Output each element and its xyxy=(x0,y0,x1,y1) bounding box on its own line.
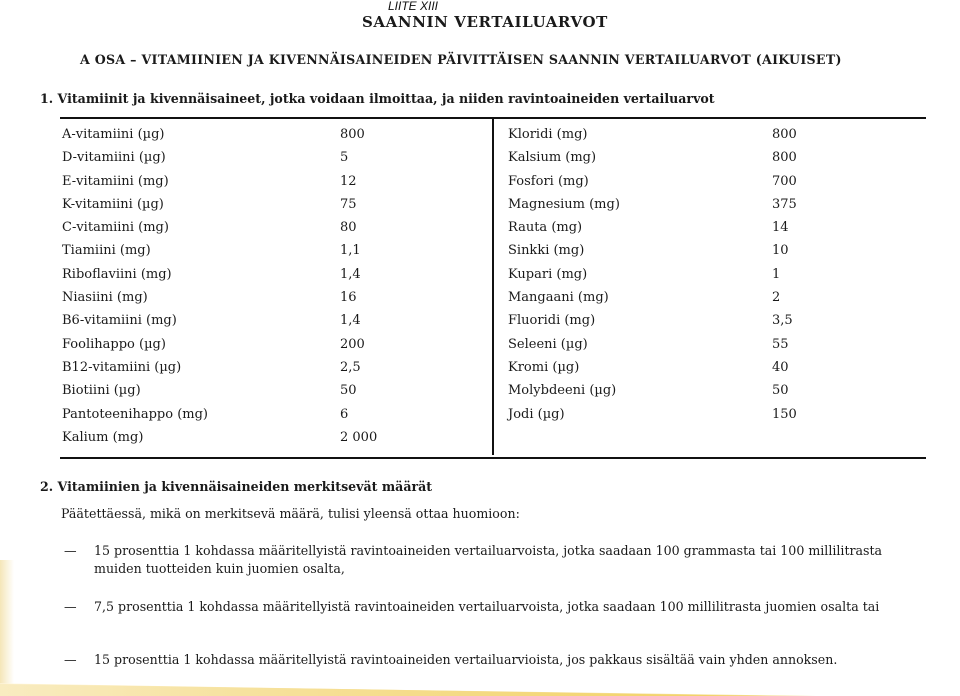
dash-bullet: — xyxy=(64,652,77,667)
nutrient-value: 700 xyxy=(772,173,797,189)
list-item xyxy=(64,651,928,669)
nutrient-value: 14 xyxy=(772,220,789,236)
nutrient-name: Tiamiini (mg) xyxy=(62,243,151,259)
list-item-text: 7,5 prosenttia 1 kohdassa määritellyistä ravintoaineiden vertailuarvoista, jotka saadaan 100 millilitrasta juomien osalta tai xyxy=(94,599,880,614)
dash-bullet: — xyxy=(64,599,77,614)
table-row xyxy=(62,239,482,262)
section-2-intro: Päätettäessä, mikä on merkitsevä määrä, tulisi yleensä ottaa huomioon: xyxy=(61,506,520,521)
nutrient-value: 1,4 xyxy=(340,313,361,329)
table-row xyxy=(508,216,918,239)
nutrient-value: 6 xyxy=(340,406,349,422)
nutrient-name: Magnesium (mg) xyxy=(508,196,620,212)
nutrient-name: Molybdeeni (µg) xyxy=(508,383,617,399)
nutrient-value: 1 xyxy=(772,266,781,282)
table-row xyxy=(62,146,482,169)
nutrient-name: Seleeni (µg) xyxy=(508,336,588,352)
nutrient-name: Biotiini (µg) xyxy=(62,383,141,399)
nutrient-value: 10 xyxy=(772,243,789,259)
nutrient-value: 375 xyxy=(772,196,797,212)
table-row xyxy=(62,286,482,309)
table-row xyxy=(62,379,482,402)
table-row xyxy=(508,263,918,286)
table-row xyxy=(62,309,482,332)
table-row xyxy=(508,146,918,169)
table-row xyxy=(508,309,918,332)
nutrient-value: 800 xyxy=(772,150,797,166)
nutrient-name: Sinkki (mg) xyxy=(508,243,585,259)
nutrient-value: 75 xyxy=(340,196,357,212)
table-row xyxy=(508,403,918,426)
table-row xyxy=(62,263,482,286)
table-row xyxy=(508,170,918,193)
nutrient-value: 55 xyxy=(772,336,789,352)
table-row xyxy=(62,170,482,193)
nutrient-value: 50 xyxy=(340,383,357,399)
section-2-heading: 2. Vitamiinien ja kivennäisaineiden merkitsevät määrät xyxy=(40,479,433,494)
table-row xyxy=(508,379,918,402)
nutrient-value: 2 xyxy=(772,290,781,306)
nutrient-name: B6-vitamiini (mg) xyxy=(62,313,177,329)
nutrient-name: Kloridi (mg) xyxy=(508,127,588,142)
nutrient-name: D-vitamiini (µg) xyxy=(62,150,166,166)
nutrient-name: C-vitamiini (mg) xyxy=(62,220,169,236)
nutrient-value: 50 xyxy=(772,383,789,399)
nutrient-name: Kupari (mg) xyxy=(508,266,588,282)
page-label: LIITE XIII xyxy=(388,0,439,13)
table-row xyxy=(508,333,918,356)
nutrient-value: 2,5 xyxy=(340,359,361,375)
nutrient-value: 1,4 xyxy=(340,266,361,282)
document-subtitle: A OSA – VITAMIINIEN JA KIVENNÄISAINEIDEN PÄIVITTÄISEN SAANNIN VERTAILUARVOT (AIKUISET) xyxy=(80,52,842,67)
nutrient-name: Mangaani (mg) xyxy=(508,290,609,306)
nutrient-name: Niasiini (mg) xyxy=(62,290,148,306)
nutrient-name: B12-vitamiini (µg) xyxy=(62,359,182,375)
nutrient-value: 80 xyxy=(340,220,357,236)
document-title: SAANNIN VERTAILUARVOT xyxy=(362,13,608,31)
nutrient-value: 800 xyxy=(772,127,797,142)
nutrient-name: Foolihappo (µg) xyxy=(62,336,166,352)
nutrient-name: Pantoteenihappo (mg) xyxy=(62,406,208,422)
nutrient-name: Jodi (µg) xyxy=(508,406,565,422)
nutrient-name: Kalsium (mg) xyxy=(508,150,597,166)
nutrient-value: 12 xyxy=(340,173,357,189)
nutrient-name: K-vitamiini (µg) xyxy=(62,196,164,212)
table-row xyxy=(62,216,482,239)
table-row xyxy=(508,286,918,309)
nutrient-name: A-vitamiini (µg) xyxy=(62,127,165,142)
nutrient-name: Kalium (mg) xyxy=(62,429,144,445)
dash-bullet: — xyxy=(64,543,77,558)
nutrient-name: Rauta (mg) xyxy=(508,220,583,236)
nutrient-name: Kromi (µg) xyxy=(508,359,580,375)
nutrient-value: 800 xyxy=(340,127,365,142)
table-row xyxy=(508,193,918,216)
table-row xyxy=(62,356,482,379)
nutrient-value: 40 xyxy=(772,359,789,375)
nutrient-name: Fluoridi (mg) xyxy=(508,313,596,329)
nutrient-value: 1,1 xyxy=(340,243,361,259)
list-item-text: 15 prosenttia 1 kohdassa määritellyistä ravintoaineiden vertailuarvioista, jos pakkaus sisältää vain yhden annoksen. xyxy=(94,652,838,667)
table-row xyxy=(62,333,482,356)
nutrient-name: Riboflaviini (mg) xyxy=(62,266,172,282)
table-row xyxy=(62,403,482,426)
table-row xyxy=(508,123,918,146)
section-1-heading: 1. Vitamiinit ja kivennäisaineet, jotka voidaan ilmoittaa, ja niiden ravintoaineiden vertailuarvot xyxy=(40,91,715,106)
table-row xyxy=(508,356,918,379)
list-item xyxy=(64,542,928,578)
list-item-text: 15 prosenttia 1 kohdassa määritellyistä ravintoaineiden vertailuarvoista, jotka saadaan 100 grammasta tai 100 millilitrasta muiden tuotteiden kuin juomien osalta, xyxy=(94,543,883,576)
table-row xyxy=(62,123,482,146)
nutrient-value: 2 000 xyxy=(340,429,378,445)
vitamins-column xyxy=(62,123,482,449)
nutrient-value: 16 xyxy=(340,290,357,306)
nutrient-name: E-vitamiini (mg) xyxy=(62,173,169,189)
nutrient-value: 150 xyxy=(772,406,797,422)
table-row xyxy=(62,193,482,216)
nutrient-value: 3,5 xyxy=(772,313,793,329)
nutrient-name: Fosfori (mg) xyxy=(508,173,589,189)
minerals-column xyxy=(508,123,918,426)
decorative-side-gradient xyxy=(0,560,14,696)
table-row xyxy=(62,426,482,449)
table-row xyxy=(508,239,918,262)
list-item xyxy=(64,598,928,616)
table-column-divider xyxy=(492,117,494,455)
nutrient-value: 5 xyxy=(340,150,349,166)
nutrient-value: 200 xyxy=(340,336,365,352)
